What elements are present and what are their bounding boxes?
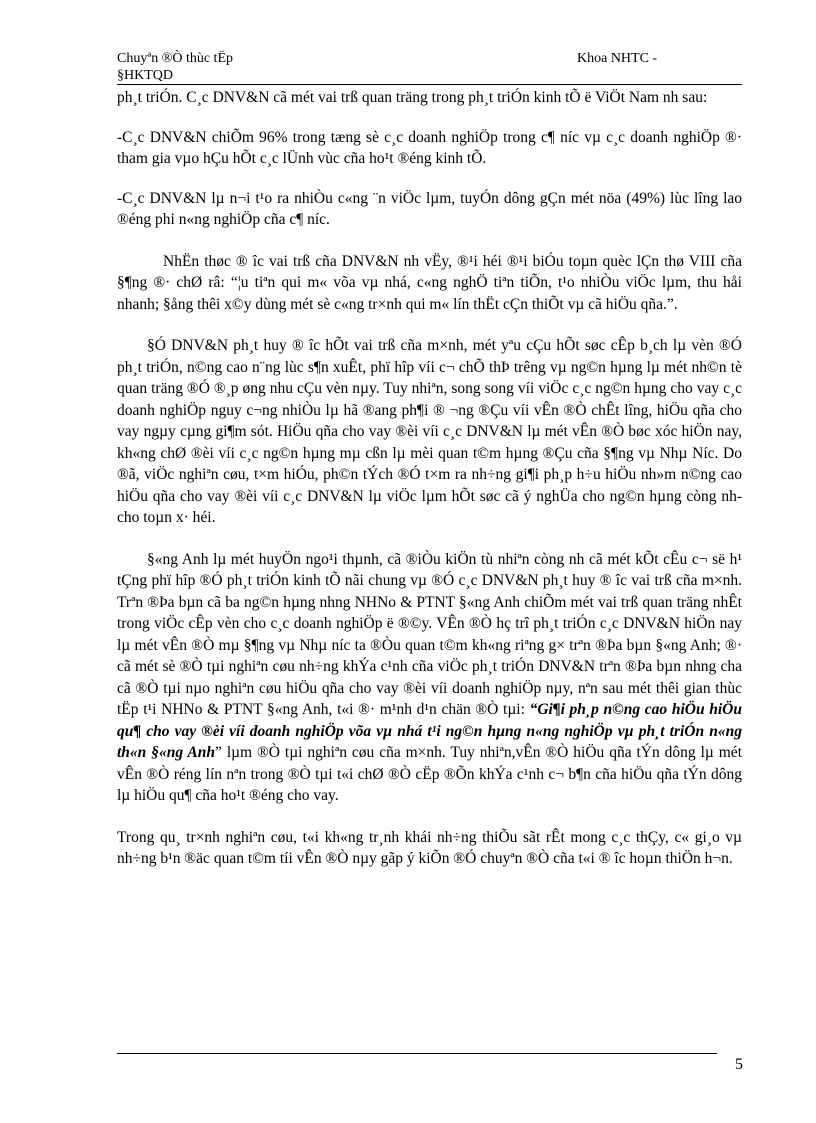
paragraph-6-intro: §«ng Anh lµ mét huyÖn ngo¹i thµnh, cã ®iÒu kiÖn tù nhiªn còng nh cã mét kÕt cÊu c¬ së h¹ tÇng phï hîp ®Ó ph¸t triÓn kinh tÕ nãi chung vµ ®Ó c¸c DNV&N ph¸t huy ® îc vai trß cña m×nh. Trªn ®Þa bµn cã ba ng©n hµng nhng NHNo & PTNT §«ng Anh chiÕm mét vai trß quan träng nhÊt trong viÖc cÊp vèn cho c¸c doanh nghiÖp ë ®©y. VÊn ®Ò hç trî ph¸t triÓn c¸c DNV&N hiÖn nay lµ mét vÊn ®Ò mµ §¶ng vµ Nhµ níc ta ®Òu quan t©m kh«ng riªng g× trªn ®Þa bµn §«ng Anh; ®· cã mét sè ®Ò tµi nghiªn cøu nh÷ng khÝa c¹nh cña viÖc ph¸t triÓn DNV&N trªn ®Þa bµn nhng cha cã ®Ò tµi nµo nghiªn cøu hiÖu qña cho vay ®èi víi doanh nghiÖp nµy, nªn sau mét thêi gian thùc tËp t¹i NHNo & PTNT §«ng Anh, t«i ®· m¹nh d¹n chän ®Ò tµi:	[117, 550, 742, 718]
paragraph-5: §Ó DNV&N ph¸t huy ® îc hÕt vai trß cña m×nh, mét yªu cÇu hÕt søc cÊp b¸ch lµ vèn ®Ó ph¸t triÓn, n©ng cao n¨ng lùc s¶n xuÊt, phï hîp víi c¬ chÕ thÞ trêng vµ ng©n hµng lµ mét nh©n tè quan träng ®Ó ®¸p øng nhu cÇu vèn nµy. Tuy nhiªn, song song víi viÖc c¸c ng©n hµng cho vay c¸c doanh nghiÖp nguy c¬ng nhiÒu lµ hã ®ang ph¶i ® ¬ng ®Çu víi vÊn ®Ò chÊt lîng, hiÖu qña cho vay ngµy cµng gi¶m sót. HiÖu qña cho vay ®èi víi c¸c DNV&N lµ mét vÊn ®Ò bøc xóc hiÖn nay, kh«ng chØ ®èi víi c¸c ng©n hµng mµ cßn lµ mèi quan t©m hµng ®Çu cña §¶ng vµ Nhµ Níc. Do ®ã, viÖc nghiªn cøu, t×m hiÓu, ph©n tÝch ®Ó t×m ra nh÷ng gi¶i ph¸p h÷u hiÖu nh»m n©ng cao hiÖu qña cho vay ®èi víi c¸c DNV&N lµ viÖc lµm hÕt søc cã ý nghÜa cho ng©n hµng còng nh cho toµn x· héi.	[117, 337, 742, 526]
paragraph-6	[117, 549, 742, 807]
page-number: 5	[735, 1056, 743, 1073]
document-body	[117, 87, 742, 870]
header-school: §HKTQD	[117, 68, 173, 83]
paragraph-6-rest: ” lµm ®Ò tµi nghiªn cøu cña m×nh. Tuy nhiªn,vÊn ®Ò hiÖu qña tÝn dông lµ mét vÊn ®Ò réng lín nªn trong ®Ò tµi t«i chØ ®Ò cËp ®Õn khÝa c¹nh c¬ b¶n cña hiÖu qña tÝn dông lµ hiÖu qu¶ cña ho¹t ®éng cho vay.	[117, 744, 742, 804]
thesis-title: “Gi¶i ph¸p n©ng cao hiÖu hiÖu qu¶ cho vay ®èi víi doanh nghiÖp võa vµ nhá t¹i ng©n hµng n«ng nghiÖp vµ ph¸t triÓn n«ng th«n §«ng Anh	[117, 701, 742, 761]
paragraph-7: Trong qu¸ tr×nh nghiªn cøu, t«i kh«ng tr¸nh khái nh÷ng thiÕu sãt rÊt mong c¸c thÇy, c« gi¸o vµ nh÷ng b¹n ®äc quan t©m tíi vÊn ®Ò nµy gãp ý kiÕn ®Ó chuyªn ®Ò cña t«i ® îc hoµn thiÖn h¬n.	[117, 828, 742, 867]
header-department: Khoa NHTC -	[577, 51, 658, 66]
header-rule	[117, 84, 742, 85]
paragraph-3: -C¸c DNV&N lµ n¬i t¹o ra nhiÒu c«ng ¨n viÖc lµm, tuyÓn dông gÇn mét nöa (49%) lùc lîng lao ®éng phi n«ng nghiÖp cña c¶ níc.	[117, 189, 742, 228]
footer-rule	[117, 1053, 717, 1054]
paragraph-2: -C¸c DNV&N chiÕm 96% trong tæng sè c¸c doanh nghiÖp trong c¶ níc vµ c¸c doanh nghiÖp ®· tham gia vµo hÇu hÕt c¸c lÜnh vùc cña ho¹t ®éng kinh tÕ.	[117, 128, 742, 167]
paragraph-4: NhËn thøc ® îc vai trß cña DNV&N nh vËy, ®¹i héi ®¹i biÓu toµn quèc lÇn thø VIII cña §¶ng ®· chØ râ: “¦u tiªn qui m« võa vµ nhá, c«ng nghÖ tiªn tiÕn, t¹o nhiÒu viÖc lµm, thu håi nhanh; §ång thêi x©y dùng mét sè c«ng tr×nh qui m« lín thËt cÇn thiÕt vµ cã hiÖu qña.”.	[117, 252, 742, 313]
header-left	[117, 50, 233, 84]
paragraph-1: ph¸t triÓn. C¸c DNV&N cã mét vai trß quan träng trong ph¸t triÓn kinh tÕ ë ViÖt Nam nh sau:	[117, 89, 708, 106]
header-title: Chuyªn ®Ò thùc tËp	[117, 51, 233, 66]
